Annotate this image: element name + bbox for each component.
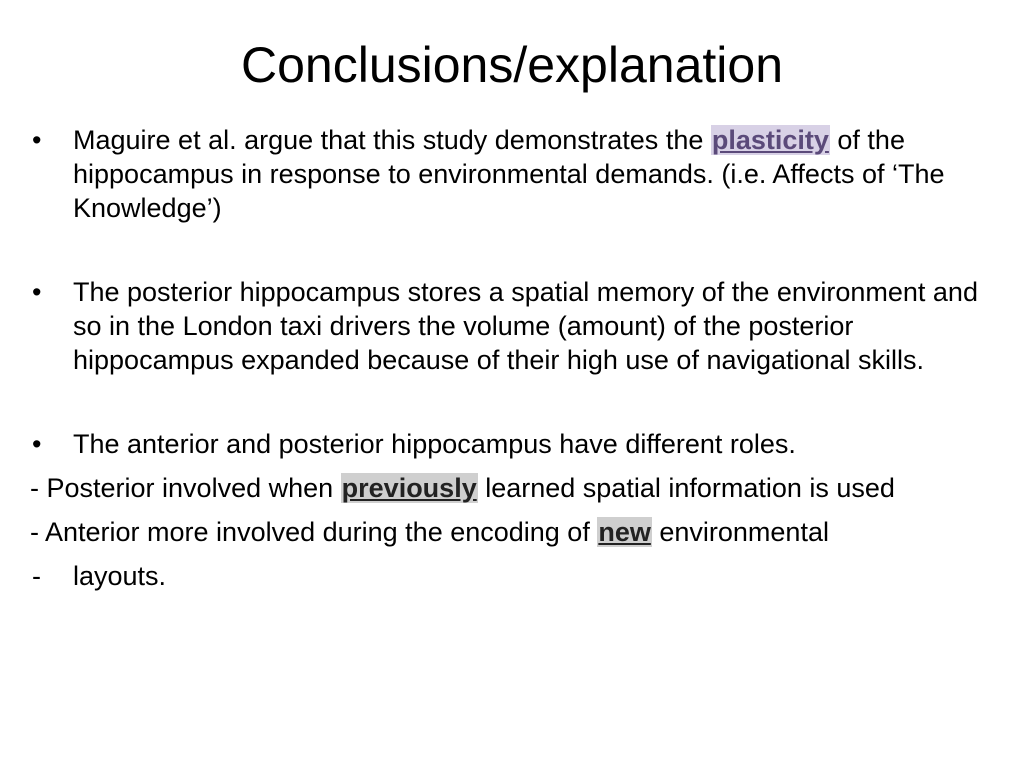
bullet-plasticity [30, 123, 980, 225]
line-layouts [30, 559, 980, 593]
line-text-post: environmental [651, 517, 829, 547]
bullet-posterior-memory [30, 275, 980, 377]
highlight-new: new [598, 517, 651, 547]
bullet-dot: • [32, 277, 42, 307]
line-text-pre: - Posterior involved when [30, 473, 341, 503]
bullet-dot: • [32, 429, 42, 459]
dash-marker: - [32, 561, 41, 591]
bullet-dot: • [32, 125, 42, 155]
bullet-text: The posterior hippocampus stores a spatial memory of the environment and so in the London taxi drivers the volume (amount) of the posterior hippocampus expanded because of their high use of navigational skills. [73, 277, 978, 375]
line-anterior [30, 515, 980, 549]
bullet-text: The anterior and posterior hippocampus have different roles. [73, 429, 796, 459]
line-text-pre: - Anterior more involved during the encoding of [30, 517, 598, 547]
bullet-different-roles [30, 427, 980, 461]
bullet-text-post: of the hippocampus in response to environmental demands. (i.e. Affects of ‘The Knowledge’) [73, 125, 945, 223]
bullet-text-pre: Maguire et al. argue that this study demonstrates the [73, 125, 711, 155]
slide-body [30, 123, 980, 593]
line-text: layouts. [73, 561, 167, 591]
line-posterior [30, 471, 980, 505]
slide-title: Conclusions/explanation [240, 37, 784, 93]
highlight-plasticity: plasticity [711, 125, 829, 155]
highlight-previously: previously [341, 473, 477, 503]
line-text-post: learned spatial information is used [477, 473, 895, 503]
